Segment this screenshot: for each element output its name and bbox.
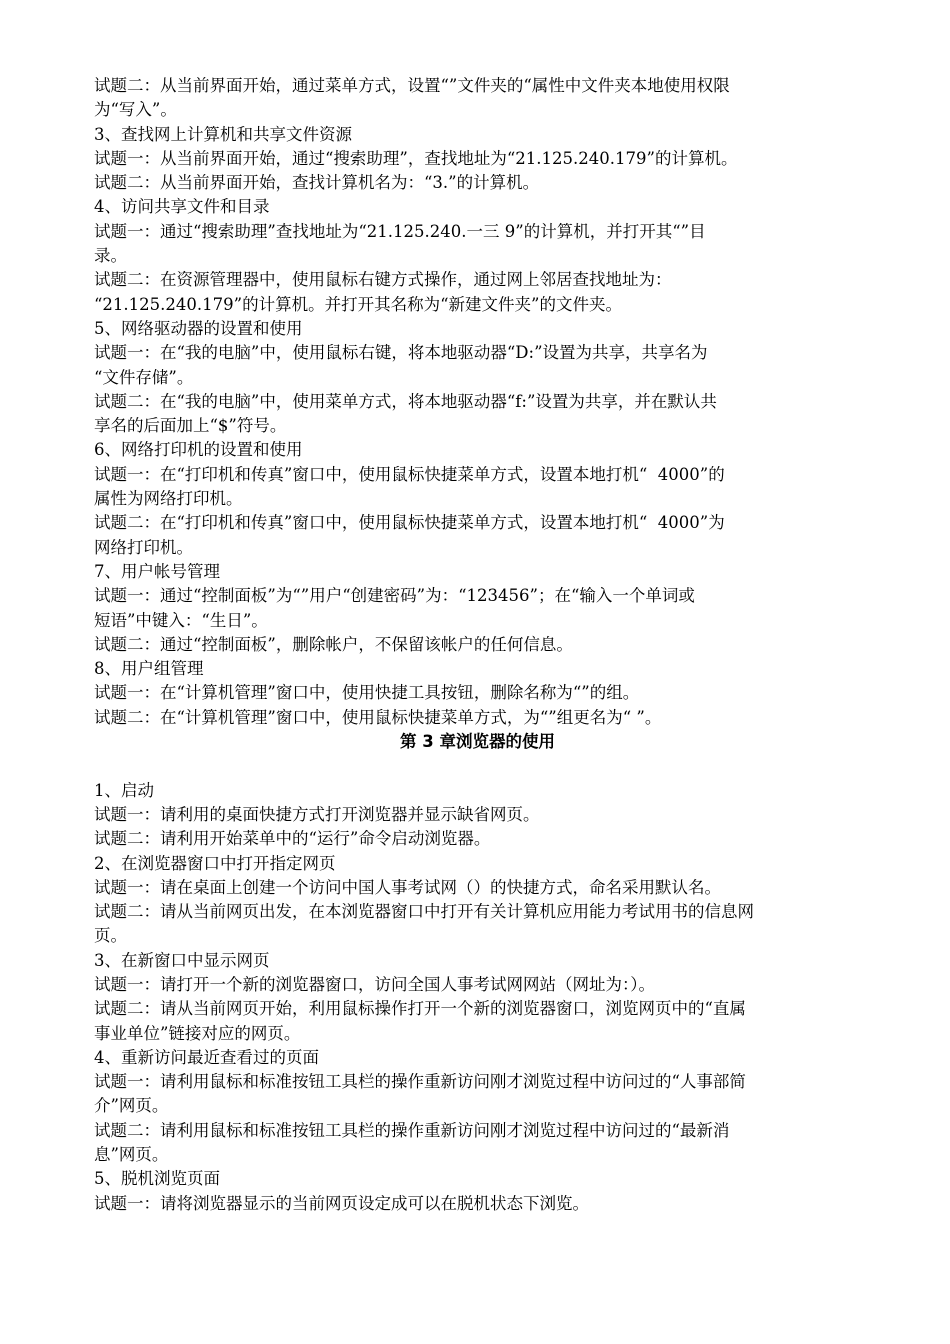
text-line: “文件存储”。 [94, 367, 194, 387]
spacer [94, 754, 861, 778]
text-line: 试题二：请利用鼠标和标准按钮工具栏的操作重新访问刚才浏览过程中访问过的“最新消 [94, 1120, 730, 1140]
text-line: 试题二：在“打印机和传真”窗口中，使用鼠标快捷菜单方式，设置本地打机“ 4000”为 [94, 513, 725, 533]
text-line: 页。 [94, 926, 127, 946]
text-line: 试题二：在“计算机管理”窗口中，使用鼠标快捷菜单方式，为“”组更名为“ ”。 [94, 707, 662, 727]
text-line: 试题二：请从当前网页出发，在本浏览器窗口中打开有关计算机应用能力考试用书的信息网 [94, 902, 754, 922]
text-line: 试题一：在“计算机管理”窗口中，使用快捷工具按钮，删除名称为“”的组。 [94, 683, 640, 703]
text-line: 享名的后面加上“$”符号。 [94, 416, 287, 436]
text-line: 试题二：请利用开始菜单中的“运行”命令启动浏览器。 [94, 829, 491, 849]
text-line: 试题一：请利用鼠标和标准按钮工具栏的操作重新访问刚才浏览过程中访问过的“人事部简 [94, 1072, 746, 1092]
section-part1 [94, 74, 861, 730]
text-line: 5、网络驱动器的设置和使用 [94, 318, 303, 338]
section-part2 [94, 779, 861, 1216]
text-line: 事业单位”链接对应的网页。 [94, 1023, 301, 1043]
text-line: 介”网页。 [94, 1096, 169, 1116]
text-line: 属性为网络打印机。 [94, 489, 243, 509]
text-line: 试题一：请在桌面上创建一个访问中国人事考试网（）的快捷方式，命名采用默认名。 [94, 877, 721, 897]
text-line: 试题一：从当前界面开始，通过“搜索助理”，查找地址为“21.125.240.179”的计算机。 [94, 148, 738, 168]
text-line: 8、用户组管理 [94, 659, 204, 679]
text-line: 试题二：请从当前网页开始，利用鼠标操作打开一个新的浏览器窗口，浏览网页中的“直属 [94, 999, 746, 1019]
text-line: 试题一：在“我的电脑”中，使用鼠标右键，将本地驱动器“D:”设置为共享，共享名为 [94, 343, 708, 363]
text-line: 4、重新访问最近查看过的页面 [94, 1047, 319, 1067]
text-line: 5、脱机浏览页面 [94, 1169, 220, 1189]
text-line: 3、查找网上计算机和共享文件资源 [94, 124, 352, 144]
text-line: 3、在新窗口中显示网页 [94, 950, 270, 970]
text-line: 试题二：在“我的电脑”中，使用菜单方式，将本地驱动器“f:”设置为共享，并在默认共 [94, 391, 717, 411]
document-page [94, 74, 861, 1216]
text-line: 试题一：请利用的桌面快捷方式打开浏览器并显示缺省网页。 [94, 804, 540, 824]
text-line: 试题一：在“打印机和传真”窗口中，使用鼠标快捷菜单方式，设置本地打机“ 4000”的 [94, 464, 725, 484]
text-line: 2、在浏览器窗口中打开指定网页 [94, 853, 336, 873]
text-line: “21.125.240.179”的计算机。并打开其名称为“新建文件夹”的文件夹。 [94, 294, 622, 314]
text-line: 试题二：从当前界面开始，查找计算机名为：“3.”的计算机。 [94, 173, 540, 193]
text-line: 7、用户帐号管理 [94, 561, 220, 581]
text-line: 短语”中键入：“生日”。 [94, 610, 268, 630]
text-line: 试题一：通过“搜索助理”查找地址为“21.125.240.一三 9”的计算机，并打开其“”目 [94, 221, 706, 241]
text-line: 试题二：从当前界面开始，通过菜单方式，设置“”文件夹的“属性中文件夹本地使用权限 [94, 76, 730, 95]
text-line: 试题一：请将浏览器显示的当前网页设定成可以在脱机状态下浏览。 [94, 1193, 589, 1213]
text-line: 试题二：在资源管理器中，使用鼠标右键方式操作，通过网上邻居查找地址为： [94, 270, 672, 290]
text-line: 网络打印机。 [94, 537, 193, 557]
text-line: 录。 [94, 246, 127, 266]
text-line: 为“写入”。 [94, 100, 177, 120]
text-line: 试题一：请打开一个新的浏览器窗口，访问全国人事考试网网站（网址为：）。 [94, 974, 655, 994]
text-line: 试题二：通过“控制面板”，删除帐户，不保留该帐户的任何信息。 [94, 634, 573, 654]
text-line: 4、访问共享文件和目录 [94, 197, 270, 217]
text-line: 1、启动 [94, 780, 154, 800]
chapter-title: 第 3 章浏览器的使用 [400, 732, 555, 752]
text-line: 试题一：通过“控制面板”为“”用户“创建密码”为：“123456”；在“输入一个单词或 [94, 586, 695, 606]
text-line: 息”网页。 [94, 1145, 169, 1165]
text-line: 6、网络打印机的设置和使用 [94, 440, 303, 460]
